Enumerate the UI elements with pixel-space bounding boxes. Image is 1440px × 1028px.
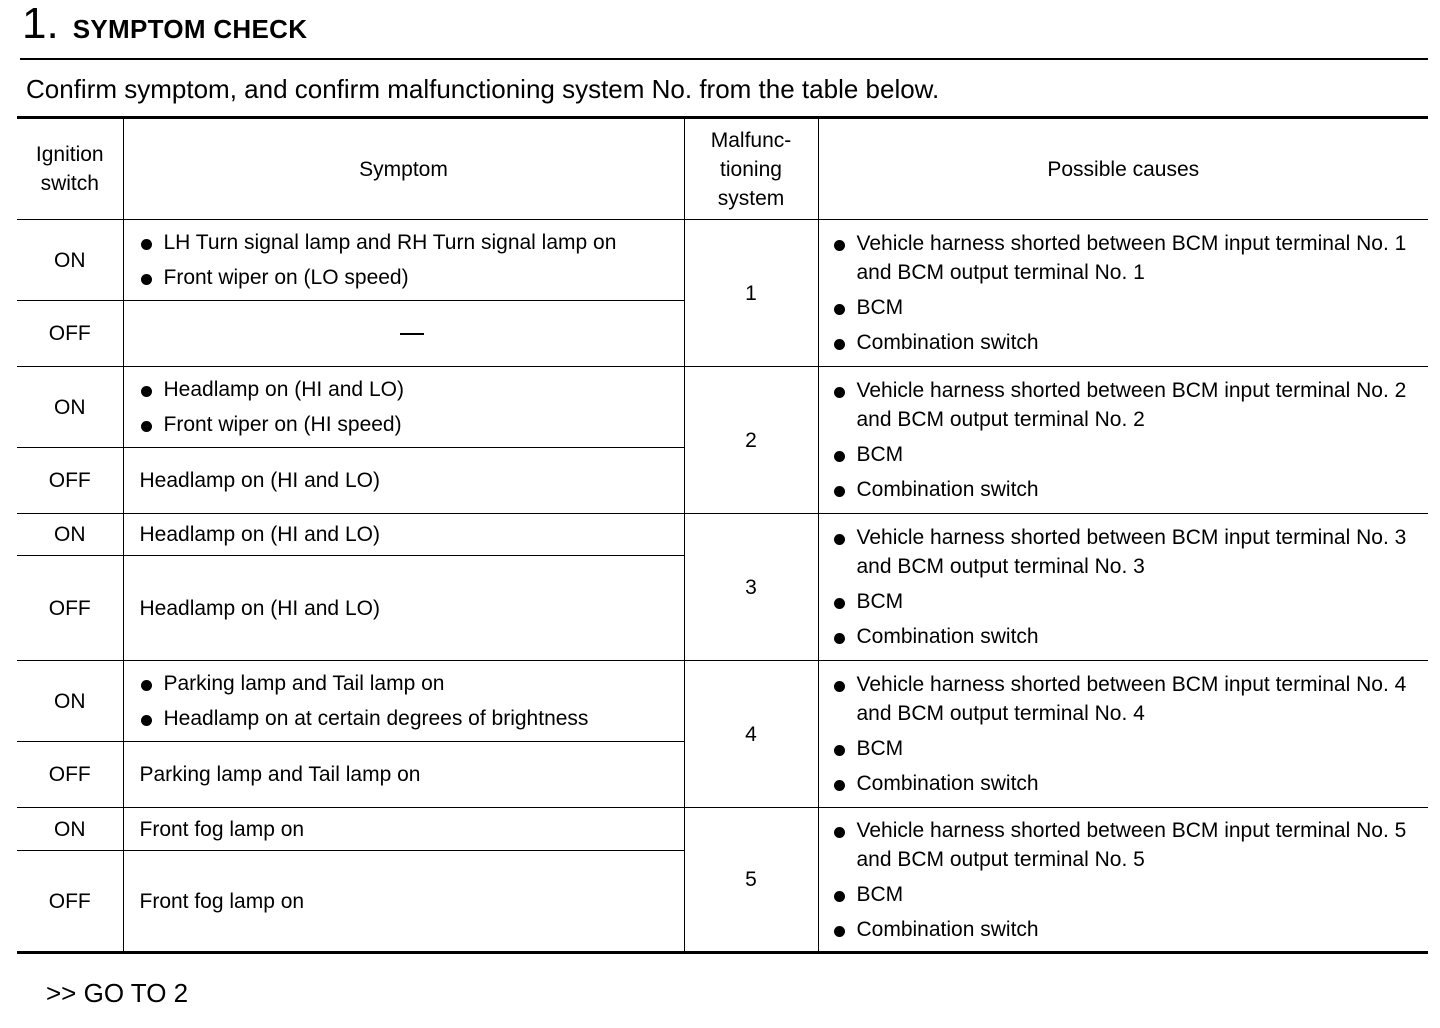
symptom-cell [123,301,684,367]
symptom-item: Headlamp on at certain degrees of brightness [140,704,684,733]
header-ignition-switch [17,118,123,220]
symptom-cell: Front fog lamp on [123,851,684,953]
table-row [17,367,1428,448]
symptom-cell: Front fog lamp on [123,808,684,851]
cause-item: BCM [833,440,1421,469]
symptom-item: LH Turn signal lamp and RH Turn signal lamp on [140,228,684,257]
causes-cell [818,220,1428,367]
cause-item: BCM [833,734,1421,763]
cause-item: BCM [833,880,1421,909]
symptom-item: Headlamp on (HI and LO) [140,375,684,404]
cause-item: Combination switch [833,475,1421,504]
symptom-cell: Headlamp on (HI and LO) [123,514,684,556]
causes-cell [818,514,1428,661]
step-header [22,0,307,58]
cause-item: Vehicle harness shorted between BCM input terminal No. 3 and BCM output terminal No. 3 [833,523,1421,581]
symptom-cell [123,220,684,301]
cause-item: Vehicle harness shorted between BCM input terminal No. 1 and BCM output terminal No. 1 [833,229,1421,287]
symptom-cell [123,661,684,742]
ignition-cell: OFF [17,556,123,661]
ignition-cell: OFF [17,851,123,953]
goto-next-step: >> GO TO 2 [46,978,189,1008]
header-symptom: Symptom [123,118,684,220]
causes-cell [818,808,1428,953]
symptom-item: Front wiper on (HI speed) [140,410,684,439]
table-row [17,808,1428,851]
step-title: SYMPTOM CHECK [72,14,308,44]
ignition-cell: OFF [17,448,123,514]
step-number: 1 [22,0,47,48]
table-row [17,661,1428,742]
table-row [17,514,1428,556]
instruction-text: Confirm symptom, and confirm malfunctioning system No. from the table below. [26,74,940,104]
header-ignition-line: Ignition [35,143,104,166]
system-number-cell: 3 [684,514,818,661]
cause-item: BCM [833,587,1421,616]
symptom-cell: Headlamp on (HI and LO) [123,448,684,514]
ignition-cell: ON [17,808,123,851]
header-possible-causes: Possible causes [818,118,1428,220]
table-row [17,220,1428,301]
ignition-cell: OFF [17,301,123,367]
cause-item: Vehicle harness shorted between BCM input terminal No. 2 and BCM output terminal No. 2 [833,376,1421,434]
ignition-cell: ON [17,367,123,448]
ignition-cell: ON [17,661,123,742]
cause-item: BCM [833,293,1421,322]
no-symptom-dash [400,333,424,335]
cause-item: Vehicle harness shorted between BCM input terminal No. 5 and BCM output terminal No. 5 [833,816,1421,874]
cause-item: Combination switch [833,915,1421,944]
header-system-line: system [717,186,785,210]
ignition-cell: OFF [17,742,123,808]
causes-cell [818,661,1428,808]
symptom-table [17,116,1428,954]
symptom-item: Front wiper on (LO speed) [140,263,684,292]
ignition-cell: ON [17,220,123,301]
table-header-row [17,118,1428,220]
ignition-cell: ON [17,514,123,556]
header-divider [20,58,1428,60]
system-number-cell: 5 [684,808,818,953]
cause-item: Combination switch [833,769,1421,798]
causes-cell [818,367,1428,514]
symptom-cell: Parking lamp and Tail lamp on [123,742,684,808]
header-ignition-line: switch [40,172,99,195]
symptom-item: Parking lamp and Tail lamp on [140,669,684,698]
header-malfunctioning-system [684,118,818,220]
system-number-cell: 1 [684,220,818,367]
system-number-cell: 2 [684,367,818,514]
cause-item: Combination switch [833,622,1421,651]
cause-item: Vehicle harness shorted between BCM input terminal No. 4 and BCM output terminal No. 4 [833,670,1421,728]
header-system-line: tioning [720,157,782,181]
cause-item: Combination switch [833,328,1421,357]
step-number-dot: . [46,0,59,48]
symptom-cell [123,367,684,448]
symptom-cell: Headlamp on (HI and LO) [123,556,684,661]
header-system-line: Malfunc- [710,128,792,152]
system-number-cell: 4 [684,661,818,808]
